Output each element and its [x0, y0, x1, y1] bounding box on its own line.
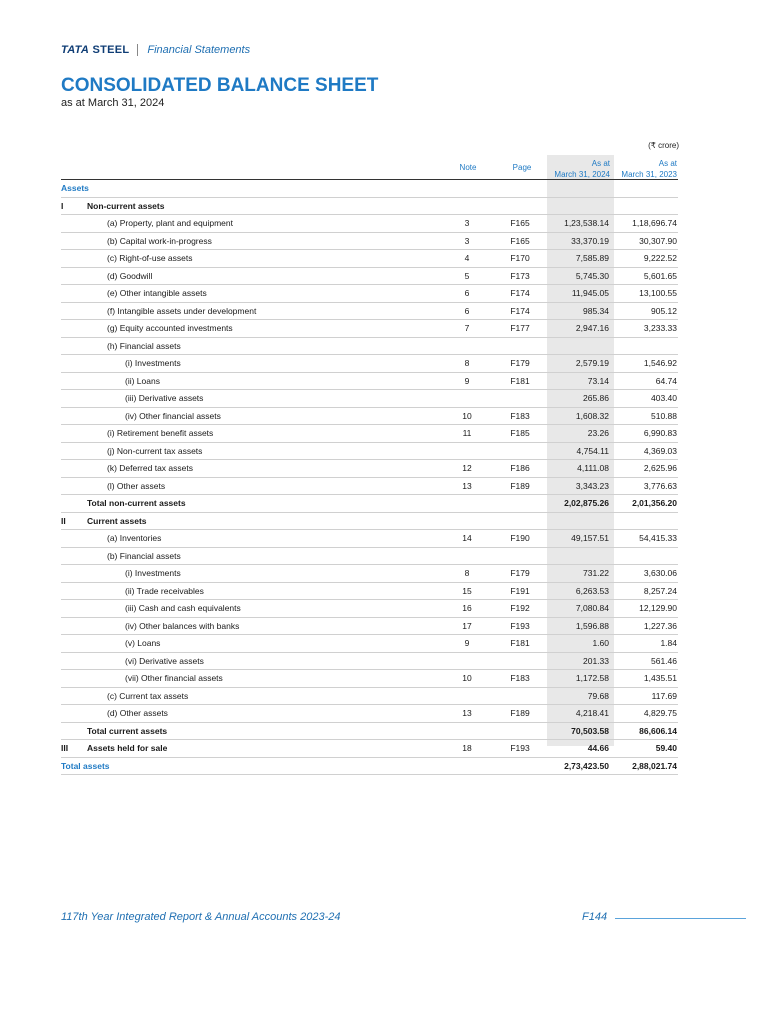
table-row — [61, 425, 678, 443]
value-2023: 905.12 — [651, 305, 677, 316]
row-label: (ii) Trade receivables — [125, 585, 204, 596]
row-label: (iii) Cash and cash equivalents — [125, 603, 241, 613]
row-label: (i) Retirement benefit assets — [107, 428, 214, 438]
table-row — [61, 513, 678, 531]
value-2024: 11,945.05 — [571, 288, 609, 298]
row-label: Total assets — [61, 760, 110, 771]
row-label: (iv) Other balances with banks — [125, 620, 240, 631]
col-header-note: Note — [459, 163, 477, 172]
row-number: II — [61, 515, 66, 526]
row-note: 11 — [462, 428, 472, 438]
table-row — [61, 338, 678, 356]
value-2023: 9,222.52 — [643, 253, 677, 263]
row-page: F181 — [510, 375, 530, 386]
value-2023: 2,625.96 — [643, 463, 677, 473]
value-2023: 561.46 — [651, 655, 677, 666]
table-row — [61, 198, 678, 216]
row-label: Current assets — [87, 515, 147, 526]
table-row — [61, 320, 678, 338]
table-row — [61, 408, 678, 426]
row-note: 8 — [464, 358, 470, 368]
value-2024: 985.34 — [583, 305, 609, 316]
row-page: F189 — [510, 708, 530, 718]
row-note: 8 — [464, 568, 470, 578]
footer-rule — [615, 918, 746, 919]
row-note: 6 — [464, 288, 470, 298]
row-page: F192 — [510, 603, 530, 613]
value-2024: 4,111.08 — [577, 463, 609, 473]
row-note: 17 — [462, 620, 472, 631]
value-2024: 7,585.89 — [575, 253, 609, 263]
value-2024: 79.68 — [587, 690, 609, 701]
table-row — [61, 635, 678, 653]
row-label: (f) Intangible assets under development — [107, 305, 257, 316]
row-note: 9 — [464, 638, 470, 648]
value-2024: 73.14 — [587, 375, 609, 386]
table-row — [61, 740, 678, 758]
value-2024: 6,263.53 — [575, 585, 609, 596]
table-row — [61, 233, 678, 251]
table-row — [61, 758, 678, 776]
row-page: F177 — [510, 323, 530, 333]
value-2024: 2,947.16 — [575, 323, 609, 333]
value-2024: 265.86 — [583, 393, 609, 403]
table-row — [61, 268, 678, 286]
value-2023: 1,546.92 — [643, 358, 677, 368]
row-note: 12 — [462, 463, 472, 473]
value-2023: 2,88,021.74 — [632, 760, 677, 771]
value-2024: 1,23,538.14 — [564, 218, 609, 228]
tata-steel-logo: TATA STEEL — [61, 44, 130, 56]
table-row — [61, 583, 678, 601]
table-row — [61, 548, 678, 566]
value-2023: 1,227.36 — [643, 620, 677, 631]
row-label: (j) Non-current tax assets — [107, 445, 203, 456]
table-row — [61, 180, 678, 198]
row-label: (vii) Other financial assets — [125, 673, 223, 683]
row-page: F179 — [510, 568, 530, 578]
value-2023: 6,990.83 — [643, 428, 677, 438]
row-label: (a) Inventories — [107, 533, 162, 543]
value-2023: 1.84 — [660, 638, 677, 648]
header-divider — [137, 44, 138, 56]
row-label: (h) Financial assets — [107, 340, 181, 351]
value-2024: 3,343.23 — [575, 480, 609, 491]
value-2023: 4,369.03 — [643, 445, 677, 456]
row-note: 7 — [464, 323, 470, 333]
row-label: (a) Property, plant and equipment — [107, 218, 233, 228]
page-subtitle: as at March 31, 2024 — [61, 97, 165, 109]
value-2023: 5,601.65 — [643, 270, 677, 281]
value-2024: 70,503.58 — [571, 725, 609, 736]
row-label: (vi) Derivative assets — [125, 655, 204, 666]
value-2023: 8,257.24 — [643, 585, 677, 596]
row-label: Total non-current assets — [87, 498, 186, 508]
value-2023: 510.88 — [651, 410, 677, 421]
page-header — [61, 44, 250, 56]
value-2023: 3,630.06 — [643, 568, 677, 578]
row-label: (d) Other assets — [107, 708, 168, 718]
row-page: F181 — [510, 638, 530, 648]
row-page: F191 — [510, 585, 530, 596]
section-name: Financial Statements — [147, 44, 251, 56]
value-2023: 59.40 — [655, 743, 677, 753]
row-note: 16 — [462, 603, 472, 613]
value-2023: 2,01,356.20 — [632, 498, 677, 508]
row-page: F183 — [510, 410, 530, 421]
table-row — [61, 618, 678, 636]
table-row — [61, 215, 678, 233]
row-page: F189 — [510, 480, 530, 491]
table-row — [61, 530, 678, 548]
row-note: 3 — [464, 218, 470, 228]
row-note: 13 — [462, 480, 472, 491]
row-label: (c) Current tax assets — [107, 690, 189, 701]
row-label: (l) Other assets — [107, 480, 166, 491]
table-row — [61, 460, 678, 478]
table-row — [61, 250, 678, 268]
row-label: (d) Goodwill — [107, 270, 153, 281]
row-page: F174 — [510, 305, 530, 316]
table-row — [61, 565, 678, 583]
footer-report-title: 117th Year Integrated Report & Annual Accounts 2023-24 — [61, 911, 341, 923]
value-2023: 64.74 — [655, 375, 677, 386]
value-2024: 1.60 — [592, 638, 609, 648]
row-note: 10 — [462, 410, 472, 421]
value-2023: 1,18,696.74 — [632, 218, 677, 228]
value-2023: 403.40 — [651, 393, 677, 403]
row-page: F179 — [510, 358, 530, 368]
value-2023: 13,100.55 — [639, 288, 677, 298]
row-note: 18 — [462, 743, 472, 753]
value-2024: 1,608.32 — [575, 410, 609, 421]
row-note: 5 — [464, 270, 470, 281]
value-2023: 3,233.33 — [643, 323, 677, 333]
value-2023: 1,435.51 — [643, 673, 677, 683]
value-2023: 3,776.63 — [643, 480, 677, 491]
row-note: 4 — [464, 253, 470, 263]
table-row — [61, 303, 678, 321]
row-page: F165 — [510, 218, 530, 228]
row-note: 6 — [464, 305, 470, 316]
col-header-2023: As at March 31, 2023 — [621, 159, 677, 179]
row-label: (g) Equity accounted investments — [107, 323, 233, 333]
value-2023: 86,606.14 — [639, 725, 677, 736]
table-row — [61, 495, 678, 513]
value-2023: 4,829.75 — [643, 708, 677, 718]
row-label: Assets held for sale — [87, 743, 168, 753]
value-2023: 12,129.90 — [639, 603, 677, 613]
row-label: (iv) Other financial assets — [125, 410, 221, 421]
table-row — [61, 355, 678, 373]
value-2024: 201.33 — [583, 655, 609, 666]
footer-page-number: F144 — [582, 911, 608, 923]
row-page: F174 — [510, 288, 530, 298]
table-row — [61, 723, 678, 741]
table-row — [61, 705, 678, 723]
row-label: (v) Loans — [125, 638, 161, 648]
row-label: (e) Other intangible assets — [107, 288, 207, 298]
row-label: Assets — [61, 183, 89, 193]
table-row — [61, 688, 678, 706]
balance-sheet-table — [61, 180, 678, 775]
row-note: 10 — [462, 673, 472, 683]
row-page: F190 — [510, 533, 530, 543]
value-2024: 33,370.19 — [571, 235, 609, 246]
row-label: (c) Right-of-use assets — [107, 253, 193, 263]
row-note: 15 — [462, 585, 472, 596]
row-label: (iii) Derivative assets — [125, 393, 204, 403]
row-label: (i) Investments — [125, 568, 181, 578]
row-number: I — [61, 200, 64, 211]
col-header-page: Page — [512, 163, 532, 172]
col-header-2024: As at March 31, 2024 — [554, 159, 610, 179]
table-row — [61, 600, 678, 618]
value-2024: 4,218.41 — [575, 708, 609, 718]
row-page: F165 — [510, 235, 530, 246]
value-2024: 731.22 — [583, 568, 609, 578]
table-row — [61, 373, 678, 391]
row-label: (b) Financial assets — [107, 550, 181, 561]
table-row — [61, 670, 678, 688]
row-label: Non-current assets — [87, 200, 165, 211]
unit-label: (₹ crore) — [648, 141, 679, 150]
value-2023: 117.69 — [651, 690, 677, 701]
value-2024: 7,080.84 — [575, 603, 609, 613]
value-2024: 2,579.19 — [575, 358, 609, 368]
row-label: (ii) Loans — [125, 375, 160, 386]
table-row — [61, 478, 678, 496]
table-row — [61, 285, 678, 303]
value-2024: 1,596.88 — [575, 620, 609, 631]
row-page: F173 — [510, 270, 530, 281]
row-note: 9 — [464, 375, 470, 386]
value-2023: 30,307.90 — [639, 235, 677, 246]
row-page: F193 — [510, 620, 530, 631]
value-2024: 4,754.11 — [576, 445, 609, 456]
row-label: (k) Deferred tax assets — [107, 463, 193, 473]
table-row — [61, 443, 678, 461]
row-label: (i) Investments — [125, 358, 181, 368]
row-number: III — [61, 743, 69, 753]
row-label: (b) Capital work-in-progress — [107, 235, 212, 246]
value-2024: 2,02,875.26 — [564, 498, 609, 508]
table-row — [61, 390, 678, 408]
value-2024: 44.66 — [587, 743, 609, 753]
row-page: F193 — [510, 743, 530, 753]
row-label: Total current assets — [87, 725, 168, 736]
row-note: 14 — [462, 533, 472, 543]
value-2024: 23.26 — [587, 428, 609, 438]
row-page: F186 — [510, 463, 530, 473]
row-note: 3 — [464, 235, 470, 246]
value-2023: 54,415.33 — [639, 533, 677, 543]
page-title: CONSOLIDATED BALANCE SHEET — [61, 75, 379, 96]
row-page: F183 — [510, 673, 530, 683]
row-note: 13 — [462, 708, 472, 718]
value-2024: 5,745.30 — [575, 270, 609, 281]
value-2024: 2,73,423.50 — [564, 760, 609, 771]
value-2024: 49,157.51 — [571, 533, 609, 543]
value-2024: 1,172.58 — [575, 673, 609, 683]
table-row — [61, 653, 678, 671]
row-page: F185 — [510, 428, 530, 438]
row-page: F170 — [510, 253, 530, 263]
